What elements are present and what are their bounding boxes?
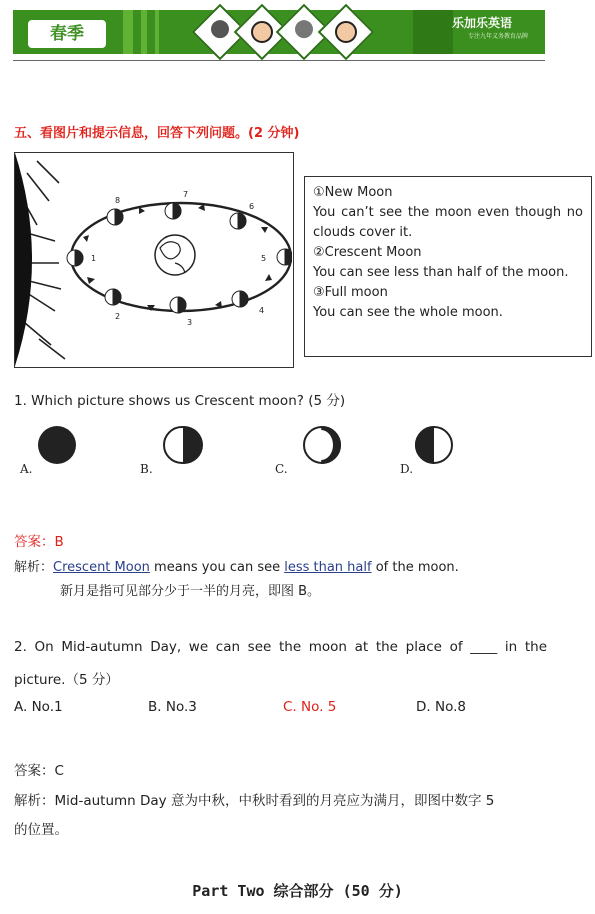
orbit-number: 3 — [187, 318, 193, 327]
orbit-number: 6 — [249, 202, 255, 211]
orbit-number: 8 — [115, 196, 121, 205]
answer-1: 答案：B — [14, 534, 64, 550]
analysis-1-cn: 新月是指可见部分少于一半的月亮，即图 B。 — [60, 584, 321, 599]
question-2-line1: 2. On Mid-autumn Day, we can see the moon at the place of ____ in the — [14, 639, 547, 655]
option-d: D. No.8 — [416, 699, 466, 715]
option-a: A. No.1 — [14, 699, 63, 715]
orbit-illustration — [15, 153, 292, 366]
question-2-line2: picture.（5 分） — [14, 672, 119, 688]
brand-logo: 乐加乐英语 — [452, 16, 513, 30]
info-line: ②Crescent Moon — [313, 245, 422, 260]
moon-orbit-diagram — [14, 152, 294, 368]
orbit-number: 5 — [261, 254, 267, 263]
moon-option-d-icon — [415, 426, 453, 464]
option-label: B. — [140, 462, 153, 476]
info-line: You can see less than half of the moon. — [313, 265, 569, 280]
option-b: B. No.3 — [148, 699, 197, 715]
analysis-1 — [14, 556, 459, 575]
analysis-term-link: less than half — [284, 560, 372, 575]
question-1: 1. Which picture shows us Crescent moon? (5 分) — [14, 393, 346, 409]
option-label: C. — [275, 462, 288, 476]
info-line: ③Full moon — [313, 285, 388, 300]
option-label: D. — [400, 462, 414, 476]
season-badge: 春季 — [26, 18, 108, 50]
part-two-heading: Part Two 综合部分 (50 分) — [192, 882, 403, 900]
info-line: ①New Moon — [313, 185, 393, 200]
info-line: You can see the whole moon. — [313, 305, 503, 320]
analysis-term-link: Crescent Moon — [53, 560, 150, 575]
orbit-number: 4 — [259, 306, 265, 315]
brand-subtitle: 专注九年义务教育品牌 — [468, 33, 529, 40]
option-c: C. No. 5 — [283, 699, 337, 715]
orbit-number: 7 — [183, 190, 189, 199]
analysis-label: 解析： — [14, 560, 54, 575]
analysis-text: means you can see — [149, 560, 285, 575]
analysis-2-line1: 解析：Mid-autumn Day 意为中秋，中秋时看到的月亮应为满月，即图中数字 5 — [14, 793, 495, 809]
orbit-number: 1 — [91, 254, 97, 263]
info-line: You can’t see the moon even though no clouds cover it. — [313, 205, 583, 240]
orbit-number: 2 — [115, 312, 121, 321]
moon-phase-info-box — [304, 176, 592, 357]
answer-2: 答案：C — [14, 763, 64, 779]
analysis-text: of the moon. — [371, 560, 459, 575]
option-label: A. — [20, 462, 33, 476]
moon-option-c-icon — [303, 426, 341, 464]
analysis-2-line2: 的位置。 — [14, 822, 68, 838]
header-divider — [13, 60, 545, 61]
section-title: 五、看图片和提示信息，回答下列问题。(2 分钟) — [14, 126, 300, 141]
moon-option-a-icon — [38, 426, 76, 464]
moon-option-b-icon — [163, 426, 201, 464]
